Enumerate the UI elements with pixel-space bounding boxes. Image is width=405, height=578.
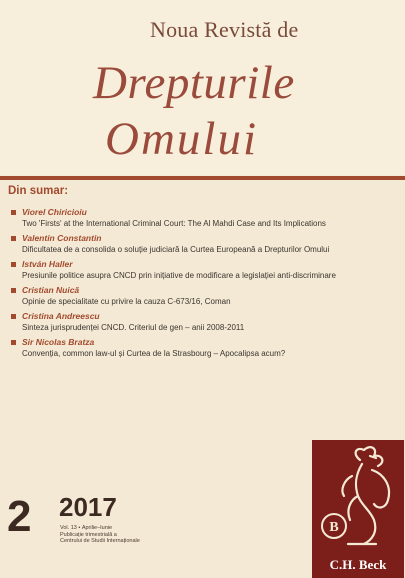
article-title: Sinteza jurisprudenței CNCD. Criteriul de gen – anii 2008-2011	[22, 323, 245, 332]
list-item	[22, 259, 392, 281]
list-item	[22, 233, 392, 255]
article-author: Cristina Andreescu	[22, 311, 100, 321]
issue-volume: Vol. 13	[60, 525, 77, 531]
article-author: Sir Nicolas Bratza	[22, 337, 95, 347]
bullet-icon	[11, 210, 16, 215]
divider-rule	[0, 176, 405, 180]
issue-period: Aprilie–Iunie	[81, 525, 113, 531]
article-title: Presiunile politice asupra CNCD prin inițiative de modificare a legislației anti-discriminare	[22, 271, 336, 280]
article-title: Two 'Firsts' at the International Criminal Court: The Al Mahdi Case and Its Implications	[22, 219, 326, 228]
issue-center: Centrului de Studii Internaționale	[60, 538, 140, 544]
article-title: Convenția, common law-ul și Curtea de la Strasbourg – Apocalipsa acum?	[22, 349, 286, 358]
article-author: István Haller	[22, 259, 73, 269]
issue-frequency: Publicație trimestrială a	[60, 531, 117, 538]
article-title: Dificultatea de a consolida o soluție judiciară la Curtea Europeană a Drepturilor Omului	[22, 245, 330, 254]
bullet-icon	[11, 340, 16, 345]
bullet-icon	[11, 288, 16, 293]
list-item	[22, 337, 392, 359]
bullet-icon	[11, 314, 16, 319]
bullet-icon	[11, 262, 16, 267]
article-author: Cristian Nuică	[22, 285, 80, 295]
list-item	[22, 285, 392, 307]
article-title: Opinie de specialitate cu privire la cauza C-673/16, Coman	[22, 297, 231, 306]
masthead-subtitle: Noua Revistă de	[150, 17, 299, 42]
contents-list	[22, 207, 392, 363]
publisher-logo	[312, 440, 404, 578]
masthead-title-line1: Drepturile	[93, 57, 295, 109]
issue-meta: Vol. 13 • Aprilie–Iunie Publicație trimestrială a Centrului de Studii Internaționale	[60, 525, 140, 544]
masthead-title-line2: Omului	[105, 113, 258, 165]
list-item	[22, 311, 392, 333]
publisher-name: C.H. Beck	[329, 557, 387, 572]
issue-number: 2	[7, 492, 32, 541]
monogram-text: B	[329, 520, 339, 535]
bullet-icon	[11, 236, 16, 241]
list-item	[22, 207, 392, 229]
issue-year: 2017	[59, 492, 117, 522]
griffin-icon	[312, 440, 404, 558]
contents-heading: Din sumar:	[8, 185, 69, 197]
article-author: Viorel Chiricioiu	[22, 207, 87, 217]
article-author: Valentin Constantin	[22, 233, 102, 243]
